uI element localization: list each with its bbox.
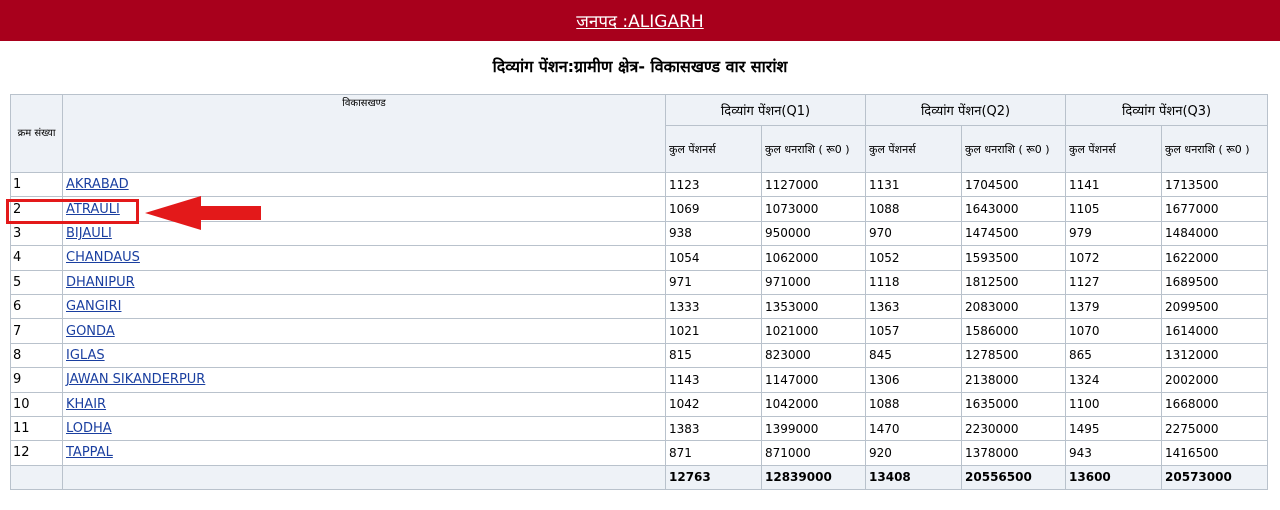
serial-cell: 5 — [11, 270, 63, 294]
q3-amount-cell: 2275000 — [1162, 416, 1268, 440]
block-link[interactable]: JAWAN SIKANDERPUR — [66, 372, 206, 388]
q1-pensioners-cell: 1383 — [666, 416, 762, 440]
q3-amount-cell: 1689500 — [1162, 270, 1268, 294]
block-cell — [63, 368, 666, 392]
q1-amount-cell: 971000 — [762, 270, 866, 294]
q3-amount-cell: 1668000 — [1162, 392, 1268, 416]
block-link[interactable]: CHANDAUS — [66, 250, 140, 266]
q1-pensioners-cell: 971 — [666, 270, 762, 294]
q1-pensioners-cell: 871 — [666, 441, 762, 465]
serial-cell: 8 — [11, 343, 63, 367]
block-link[interactable]: IGLAS — [66, 347, 105, 363]
block-link[interactable]: GONDA — [66, 323, 115, 339]
q3-amount-cell: 2002000 — [1162, 368, 1268, 392]
q1-pensioners-cell: 1123 — [666, 173, 762, 197]
district-header-bar — [0, 0, 1280, 41]
total-q2-amount: 20556500 — [962, 465, 1066, 489]
q2-pensioners-cell: 1088 — [866, 197, 962, 221]
q3-amount-cell: 1713500 — [1162, 173, 1268, 197]
q3-pensioners-cell: 865 — [1066, 343, 1162, 367]
q2-pensioners-cell: 920 — [866, 441, 962, 465]
q3-pensioners-cell: 1105 — [1066, 197, 1162, 221]
block-cell — [63, 416, 666, 440]
q1-amount-cell: 950000 — [762, 221, 866, 245]
column-header-q2: दिव्यांग पेंशन(Q2) — [866, 95, 1066, 126]
table-row — [11, 319, 1268, 343]
q3-amount-cell: 1677000 — [1162, 197, 1268, 221]
q1-pensioners-cell: 1054 — [666, 246, 762, 270]
block-cell — [63, 319, 666, 343]
q2-pensioners-cell: 1470 — [866, 416, 962, 440]
q2-amount-cell: 1643000 — [962, 197, 1066, 221]
table-row — [11, 343, 1268, 367]
column-header-q1-pensioners: कुल पेंशनर्स — [666, 126, 762, 173]
table-row — [11, 392, 1268, 416]
table-row — [11, 441, 1268, 465]
serial-cell: 10 — [11, 392, 63, 416]
serial-cell: 1 — [11, 173, 63, 197]
column-header-q3: दिव्यांग पेंशन(Q3) — [1066, 95, 1268, 126]
q1-pensioners-cell: 938 — [666, 221, 762, 245]
q1-amount-cell: 823000 — [762, 343, 866, 367]
pension-summary-table — [10, 94, 1268, 490]
table-row — [11, 416, 1268, 440]
block-link[interactable]: ATRAULI — [66, 201, 120, 217]
q2-amount-cell: 1635000 — [962, 392, 1066, 416]
table-row — [11, 368, 1268, 392]
q2-amount-cell: 1474500 — [962, 221, 1066, 245]
block-cell — [63, 246, 666, 270]
block-link[interactable]: GANGIRI — [66, 299, 122, 315]
block-cell — [63, 270, 666, 294]
q1-amount-cell: 1353000 — [762, 294, 866, 318]
q2-pensioners-cell: 1118 — [866, 270, 962, 294]
q2-amount-cell: 2138000 — [962, 368, 1066, 392]
column-header-block: विकासखण्ड — [63, 95, 666, 173]
q3-pensioners-cell: 979 — [1066, 221, 1162, 245]
q2-amount-cell: 1378000 — [962, 441, 1066, 465]
district-title-link[interactable]: जनपद :ALIGARH — [576, 12, 704, 32]
q3-amount-cell: 2099500 — [1162, 294, 1268, 318]
block-cell — [63, 392, 666, 416]
q3-pensioners-cell: 943 — [1066, 441, 1162, 465]
table-row — [11, 246, 1268, 270]
q2-pensioners-cell: 1057 — [866, 319, 962, 343]
serial-cell: 4 — [11, 246, 63, 270]
total-q3-amount: 20573000 — [1162, 465, 1268, 489]
block-link[interactable]: LODHA — [66, 421, 112, 437]
q2-amount-cell: 1278500 — [962, 343, 1066, 367]
serial-cell: 11 — [11, 416, 63, 440]
q2-amount-cell: 1812500 — [962, 270, 1066, 294]
q3-pensioners-cell: 1141 — [1066, 173, 1162, 197]
q2-pensioners-cell: 845 — [866, 343, 962, 367]
page-title: दिव्यांग पेंशन:ग्रामीण क्षेत्र- विकासखण्ड वार सारांश — [492, 57, 788, 76]
serial-cell: 3 — [11, 221, 63, 245]
q3-amount-cell: 1312000 — [1162, 343, 1268, 367]
block-cell — [63, 441, 666, 465]
highlight-box — [6, 199, 139, 224]
q1-amount-cell: 1147000 — [762, 368, 866, 392]
q3-pensioners-cell: 1324 — [1066, 368, 1162, 392]
q3-amount-cell: 1622000 — [1162, 246, 1268, 270]
total-q1-amount: 12839000 — [762, 465, 866, 489]
q3-pensioners-cell: 1379 — [1066, 294, 1162, 318]
serial-cell: 7 — [11, 319, 63, 343]
q1-amount-cell: 1062000 — [762, 246, 866, 270]
q3-amount-cell: 1614000 — [1162, 319, 1268, 343]
q1-amount-cell: 1021000 — [762, 319, 866, 343]
q2-pensioners-cell: 1131 — [866, 173, 962, 197]
column-header-q3-pensioners: कुल पेंशनर्स — [1066, 126, 1162, 173]
block-link[interactable]: BIJAULI — [66, 225, 112, 241]
total-q3-pensioners: 13600 — [1066, 465, 1162, 489]
q2-amount-cell: 1593500 — [962, 246, 1066, 270]
q2-pensioners-cell: 1052 — [866, 246, 962, 270]
q2-pensioners-cell: 970 — [866, 221, 962, 245]
total-q1-pensioners: 12763 — [666, 465, 762, 489]
column-header-q2-amount: कुल धनराशि ( रू0 ) — [962, 126, 1066, 173]
q1-amount-cell: 1042000 — [762, 392, 866, 416]
q3-pensioners-cell: 1495 — [1066, 416, 1162, 440]
q1-pensioners-cell: 1143 — [666, 368, 762, 392]
table-row — [11, 270, 1268, 294]
q3-pensioners-cell: 1070 — [1066, 319, 1162, 343]
block-link[interactable]: TAPPAL — [66, 445, 113, 461]
red-arrow-icon — [143, 194, 263, 232]
serial-cell: 12 — [11, 441, 63, 465]
block-link[interactable]: AKRABAD — [66, 177, 129, 193]
column-header-q2-pensioners: कुल पेंशनर्स — [866, 126, 962, 173]
q2-amount-cell: 1586000 — [962, 319, 1066, 343]
q3-amount-cell: 1416500 — [1162, 441, 1268, 465]
totals-blank-block — [63, 465, 666, 489]
block-cell — [63, 343, 666, 367]
q1-amount-cell: 1127000 — [762, 173, 866, 197]
q1-amount-cell: 1399000 — [762, 416, 866, 440]
column-header-q3-amount: कुल धनराशि ( रू0 ) — [1162, 126, 1268, 173]
q1-pensioners-cell: 815 — [666, 343, 762, 367]
q1-pensioners-cell: 1021 — [666, 319, 762, 343]
q1-pensioners-cell: 1042 — [666, 392, 762, 416]
q1-amount-cell: 1073000 — [762, 197, 866, 221]
q1-pensioners-cell: 1333 — [666, 294, 762, 318]
q2-pensioners-cell: 1363 — [866, 294, 962, 318]
serial-cell: 2 — [11, 197, 63, 221]
block-link[interactable]: KHAIR — [66, 396, 107, 412]
serial-cell: 6 — [11, 294, 63, 318]
q2-amount-cell: 2230000 — [962, 416, 1066, 440]
totals-row — [11, 465, 1268, 489]
column-header-q1: दिव्यांग पेंशन(Q1) — [666, 95, 866, 126]
q3-pensioners-cell: 1072 — [1066, 246, 1162, 270]
q2-pensioners-cell: 1306 — [866, 368, 962, 392]
q1-pensioners-cell: 1069 — [666, 197, 762, 221]
serial-cell: 9 — [11, 368, 63, 392]
table-row — [11, 294, 1268, 318]
column-header-q1-amount: कुल धनराशि ( रू0 ) — [762, 126, 866, 173]
block-cell — [63, 294, 666, 318]
q2-amount-cell: 1704500 — [962, 173, 1066, 197]
q3-pensioners-cell: 1100 — [1066, 392, 1162, 416]
q2-pensioners-cell: 1088 — [866, 392, 962, 416]
column-header-serial: क्रम संख्या — [11, 95, 63, 173]
block-link[interactable]: DHANIPUR — [66, 274, 135, 290]
total-q2-pensioners: 13408 — [866, 465, 962, 489]
q2-amount-cell: 2083000 — [962, 294, 1066, 318]
totals-blank-serial — [11, 465, 63, 489]
q3-pensioners-cell: 1127 — [1066, 270, 1162, 294]
q3-amount-cell: 1484000 — [1162, 221, 1268, 245]
q1-amount-cell: 871000 — [762, 441, 866, 465]
